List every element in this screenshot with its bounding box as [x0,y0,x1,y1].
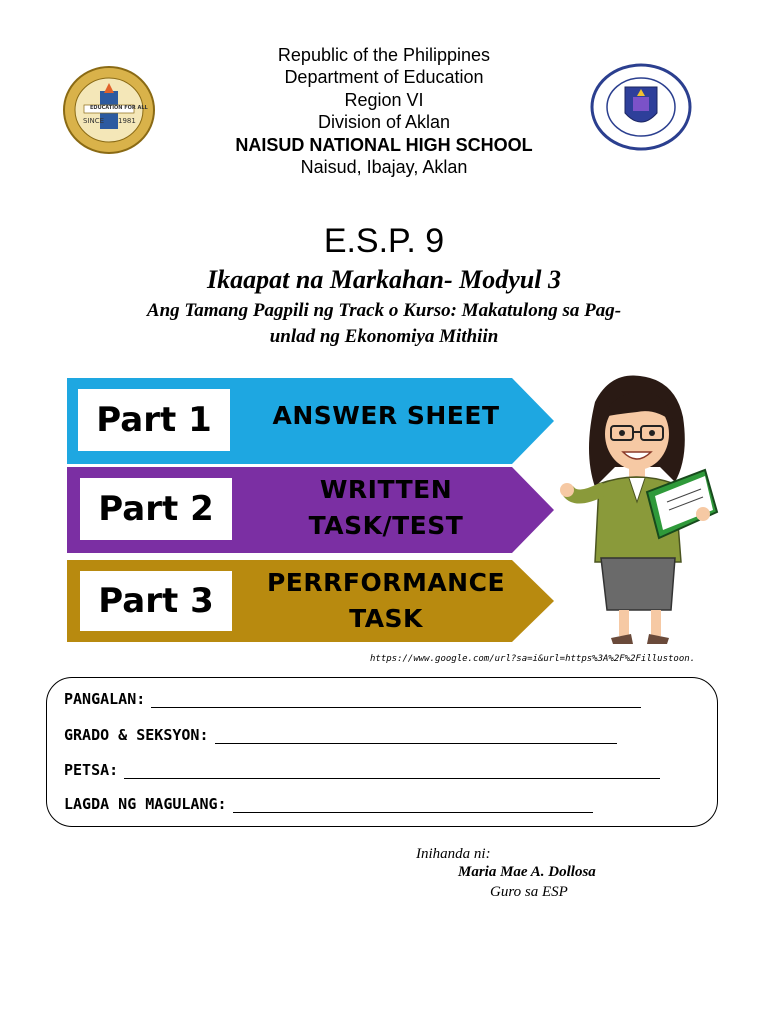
header-region: Region VI [344,90,424,110]
module-topic-line2: unlad ng Ekonomiya Mithiin [269,326,499,347]
preparer-name: Maria Mae A. Dollosa [458,864,596,880]
quarter-module-subtitle: Ikaapat na Markahan- Modyul 3 [207,265,561,294]
part2-task-line2: TASK/TEST [308,511,464,540]
part3-task-line1: PERRFORMANCE [266,568,506,597]
parent-signature-field-label: LAGDA NG MAGULANG: [64,795,227,813]
name-field[interactable] [64,690,641,708]
school-seal-since: SINCE [83,117,105,125]
teacher-illustration [555,372,720,652]
grade-section-field-line[interactable] [215,729,617,744]
header-school-address: Naisud, Ibajay, Aklan [300,157,468,177]
part1-task-line1: ANSWER SHEET [272,401,500,430]
module-title: E.S.P. 9 [323,222,445,260]
part3-label: Part 3 [80,571,232,631]
grade-section-field[interactable] [64,726,617,744]
header-division: Division of Aklan [317,112,451,132]
part2-task-line1: WRITTEN [319,475,453,504]
date-field-label: PETSA: [64,761,119,779]
prepared-by-label: Inihanda ni: [416,846,491,862]
school-seal-year: 1981 [118,117,136,125]
school-seal-logo [62,65,156,155]
parent-signature-field-line[interactable] [233,798,593,813]
part1-label: Part 1 [78,389,230,451]
parent-signature-field[interactable] [64,795,593,813]
date-field[interactable] [64,761,660,779]
header-department: Department of Education [284,67,484,87]
image-credit-url: https://www.google.com/url?sa=i&url=https%3A%2F%2Fillustoon. [370,654,696,664]
preparer-role: Guro sa ESP [490,884,568,900]
header-republic: Republic of the Philippines [277,45,491,65]
deped-seal-logo [590,63,692,151]
name-field-line[interactable] [151,693,641,708]
grade-section-field-label: GRADO & SEKSYON: [64,726,209,744]
module-topic-line1: Ang Tamang Pagpili ng Track o Kurso: Makatulong sa Pag- [146,300,622,321]
date-field-line[interactable] [124,764,660,779]
school-seal-banner: EDUCATION FOR ALL [90,105,148,111]
name-field-label: PANGALAN: [64,690,146,708]
part2-label: Part 2 [80,478,232,540]
header-school-name: NAISUD NATIONAL HIGH SCHOOL [235,135,533,155]
part3-task-line2: TASK [349,604,423,633]
